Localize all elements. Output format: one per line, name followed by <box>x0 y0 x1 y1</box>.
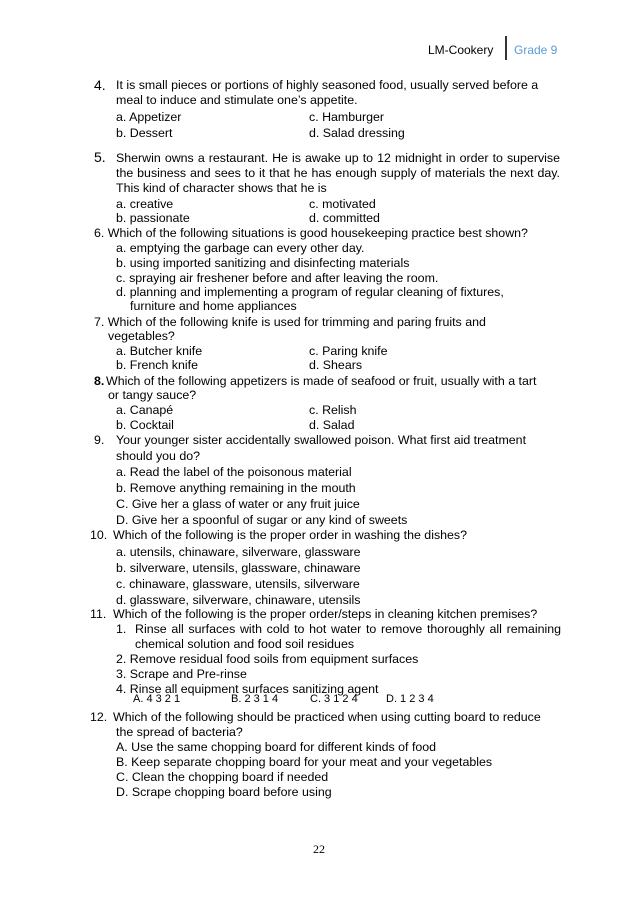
q7-stem-cont: vegetables? <box>108 329 175 343</box>
q8-number: 8. <box>94 374 105 388</box>
q12-stem-cont: the spread of bacteria? <box>116 725 243 739</box>
q9-option-d: D. Give her a spoonful of sugar or any kind of sweets <box>116 513 408 527</box>
q9-stem: Your younger sister accidentally swallowed poison. What first aid treatment <box>116 433 527 447</box>
q5-option-d: d. committed <box>309 211 380 225</box>
q8-option-b: b. Cocktail <box>116 418 174 432</box>
q10-option-d: d. glassware, silverware, chinaware, utensils <box>116 593 361 607</box>
q12-option-a: A. Use the same chopping board for different kinds of food <box>116 740 437 754</box>
q7-option-c: c. Paring knife <box>309 344 388 358</box>
q5-option-a: a. creative <box>116 197 174 211</box>
page-number: 22 <box>313 842 325 856</box>
q10-option-a: a. utensils, chinaware, silverware, glassware <box>116 545 361 559</box>
q9-number: 9. <box>94 433 105 447</box>
q10-number: 10. <box>90 528 108 542</box>
q4-option-c: c. Hamburger <box>309 110 385 124</box>
q12-option-c: C. Clean the chopping board if needed <box>116 770 329 784</box>
q6-option-c: c. spraying air freshener before and after leaving the room. <box>116 271 439 285</box>
q4-option-a: a. Appetizer <box>116 110 182 124</box>
q10-option-c: c. chinaware, glassware, utensils, silverware <box>116 577 360 591</box>
q5-stem: Sherwin owns a restaurant. He is awake up to 12 midnight in order to supervise the business and sees to it that he has enough supply of materials the next day. This kind of character shows that he is <box>116 151 560 195</box>
q4-stem: It is small pieces or portions of highly seasoned food, usually served before a meal to induce and stimulate one’s appetite. <box>116 78 539 107</box>
q12-option-b: B. Keep separate chopping board for your meat and your vegetables <box>116 755 493 769</box>
q11-step4: 4. Rinse all equipment surfaces sanitizing agent <box>116 682 379 696</box>
q11-option-d: D. 1 2 3 4 <box>386 693 434 705</box>
q5-option-c: c. motivated <box>309 197 376 211</box>
q11-step1-number: 1. <box>116 622 127 636</box>
q4-option-b: b. Dessert <box>116 126 173 140</box>
q7-option-d: d. Shears <box>309 358 363 372</box>
q8-option-a: a. Canapé <box>116 403 174 417</box>
q8-option-c: c. Relish <box>309 403 357 417</box>
q9-option-b: b. Remove anything remaining in the mouth <box>116 481 356 495</box>
q10-stem: Which of the following is the proper order in washing the dishes? <box>113 528 468 542</box>
q6-option-d-cont: furniture and home appliances <box>130 299 297 313</box>
q11-step2: 2. Remove residual food soils from equipment surfaces <box>116 652 419 666</box>
q9-option-c: C. Give her a glass of water or any fruit juice <box>116 497 360 511</box>
q12-number: 12. <box>90 710 108 724</box>
q11-option-c: C. 3 1 2 4 <box>310 693 358 705</box>
q6-option-b: b. using imported sanitizing and disinfecting materials <box>116 256 410 270</box>
q8-stem: Which of the following appetizers is made of seafood or fruit, usually with a tart <box>106 374 537 388</box>
q11-option-b: B. 2 3 1 4 <box>231 693 279 705</box>
q11-stem: Which of the following is the proper order/steps in cleaning kitchen premises? <box>113 607 538 621</box>
q8-stem-cont: or tangy sauce? <box>108 388 197 402</box>
q11-step3: 3. Scrape and Pre-rinse <box>116 667 247 681</box>
q12-stem: Which of the following should be practiced when using cutting board to reduce <box>113 710 541 724</box>
q7-option-a: a. Butcher knife <box>116 344 203 358</box>
header-grade: Grade 9 <box>514 43 558 57</box>
q11-number: 11. <box>90 607 107 621</box>
q6-stem: 6. Which of the following situations is good housekeeping practice best shown? <box>94 226 528 240</box>
q7-stem: 7. Which of the following knife is used for trimming and paring fruits and <box>94 315 486 329</box>
q12-option-d: D. Scrape chopping board before using <box>116 785 332 799</box>
q10-option-b: b. silverware, utensils, glassware, chinaware <box>116 561 361 575</box>
q5-option-b: b. passionate <box>116 211 190 225</box>
q6-option-a: a. emptying the garbage can every other day. <box>116 241 365 255</box>
q7-option-b: b. French knife <box>116 358 198 372</box>
q4-option-d: d. Salad dressing <box>309 126 405 140</box>
q8-option-d: d. Salad <box>309 418 355 432</box>
q4-number: 4. <box>94 77 106 93</box>
q9-option-a: a. Read the label of the poisonous material <box>116 465 352 479</box>
q6-option-d: d. planning and implementing a program of regular cleaning of fixtures, <box>116 285 504 299</box>
q11-option-a: A. 4 3 2 1 <box>133 693 181 705</box>
q5-number: 5. <box>94 149 106 165</box>
header-divider <box>505 36 507 60</box>
header-title: LM-Cookery <box>428 43 494 57</box>
q9-stem-cont: should you do? <box>116 449 201 463</box>
q11-step1: Rinse all surfaces with cold to hot water to remove thoroughly all remaining chemical solution and food soil residues <box>135 622 561 651</box>
